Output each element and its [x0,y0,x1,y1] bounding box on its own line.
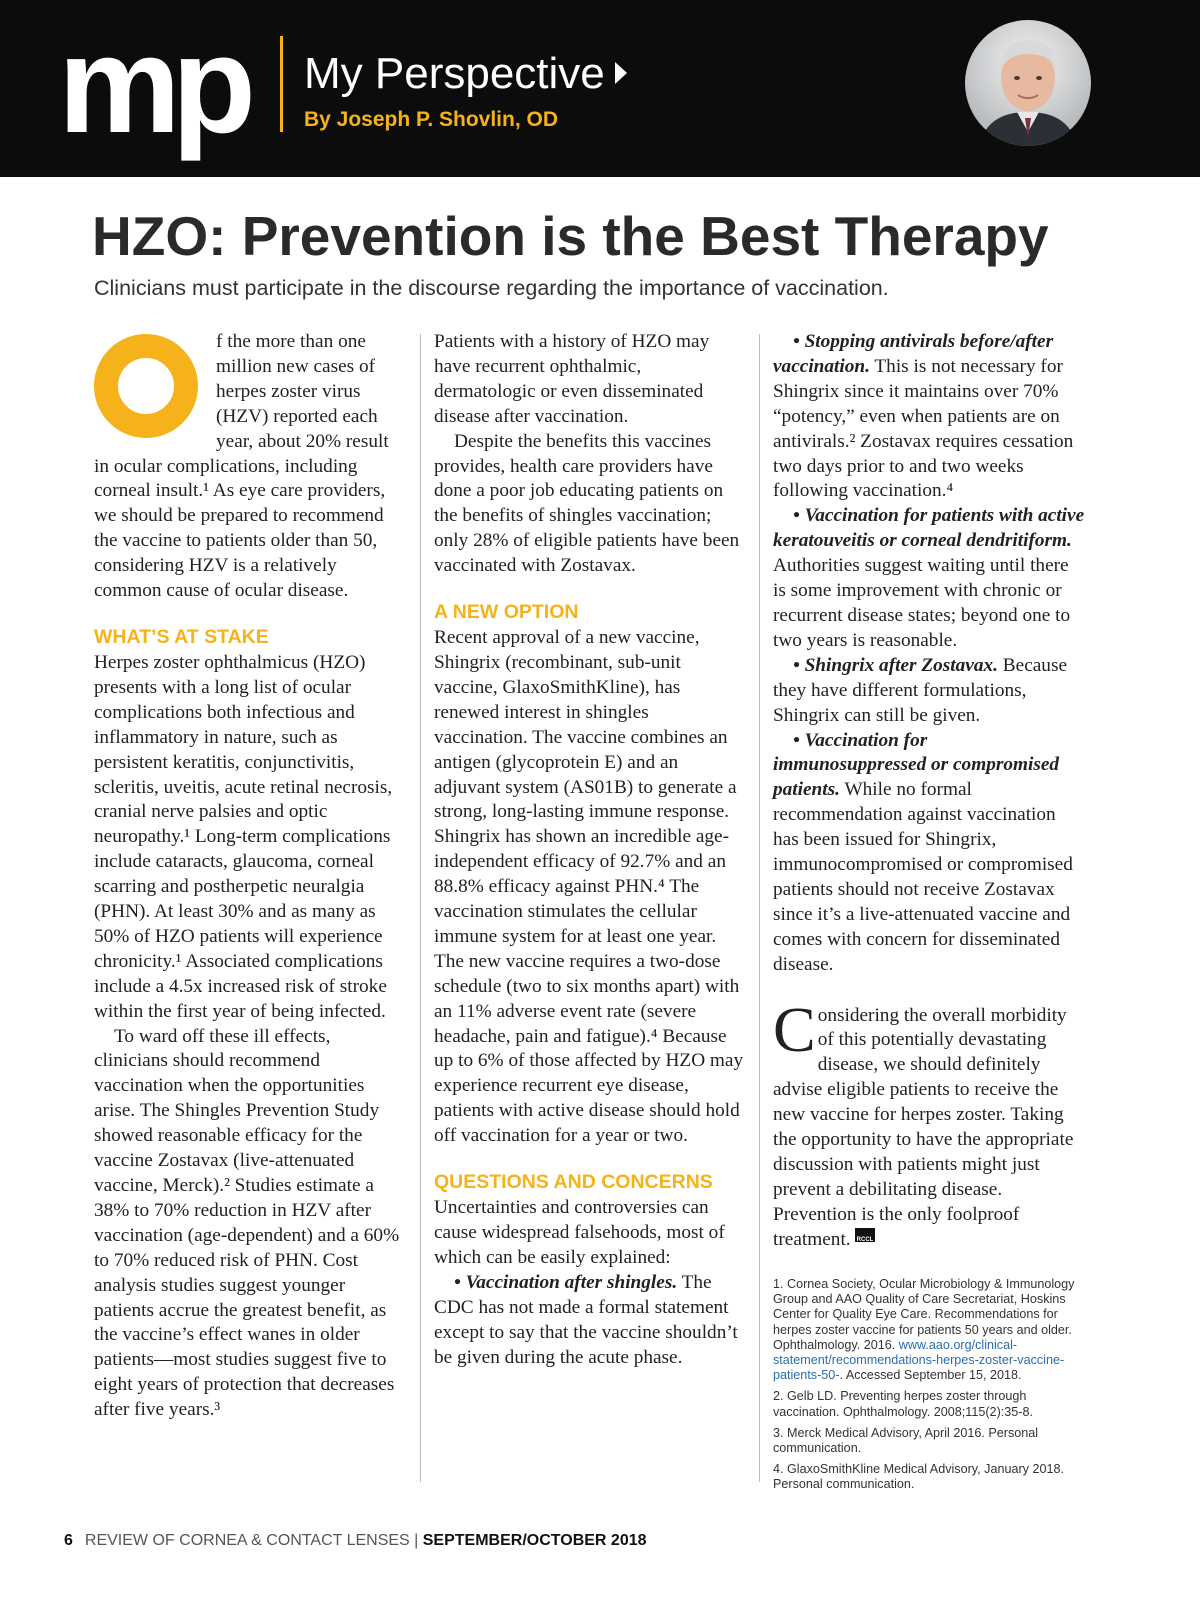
bullet-text: This is not necessary for Shingrix since it maintains over 70% “potency,” even when patients are on antivirals.² Zostavax requires cessation two days prior to and two weeks following vaccination.⁴ [773,355,1074,502]
publication-name: REVIEW OF CORNEA & CONTACT LENSES | [84,1532,423,1549]
column-1 [94,330,406,1423]
header-banner [0,0,1200,177]
bullet-text: Because they have different formulations, Shingrix can still be given. [773,654,1068,726]
reference-text: 1. Cornea Society, Ocular Microbiology & Immunology Group and AAO Quality of Care Secretariat, Hoskins Center for Quality Eye Care. Recommendations for herpes zoster vaccine for patients 50 years and older. Ophthalmology. 2016. [773,1277,1075,1352]
references [773,1277,1089,1499]
paragraph: Despite the benefits this vaccines provides, health care providers have done a poor job educating patients on the benefits of shingles vaccination; only 28% of eligible patients have been vaccinated with Zostavax. [434,430,740,577]
paragraph: Herpes zoster ophthalmicus (HZO) presents with a long list of ocular complications both infectious and inflammatory in nature, such as persistent keratitis, conjunctivitis, scleritis, uveitis, acute retinal necrosis, cranial nerve palsies and optic neuropathy.¹ Long-term complications include cataracts, glaucoma, corneal scarring and postherpetic neuralgia (PHN). At least 30% and as many as 50% of HZO patients will experience chronicity.¹ Associated complications include a 4.5x increased risk of stroke within the first year of being infected. [94,651,393,1022]
column-divider [759,334,760,1482]
byline: By Joseph P. Shovlin, OD [304,108,559,131]
column-2 [434,330,746,1370]
section-title [304,49,627,98]
author-portrait [965,20,1091,146]
reference-item [773,1277,1089,1383]
play-arrow-icon [615,62,627,84]
bullet-title: • Vaccination for immunosuppressed or compromised patients. [773,729,1060,801]
header-divider [280,36,283,132]
paragraph: Uncertainties and controversies can cause widespread falsehoods, most of which can be easily explained: [434,1197,725,1268]
bullet-title: • Vaccination for patients with active keratouveitis or corneal dendritiform. [773,505,1085,552]
closing-text: onsidering the overall morbidity of this potentially devastating disease, we should definitely advise eligible patients to receive the new vaccine for herpes zoster. Taking the opportunity to have the appropriate discussion with patients might just prevent a debilitating disease. Prevention is the only foolproof treatment. [773,1004,1074,1250]
heading-questions-and-concerns: QUESTIONS AND CONCERNS [434,1171,713,1194]
reference-item: 4. GlaxoSmithKline Medical Advisory, January 2018. Personal communication. [773,1462,1064,1492]
reference-item: 2. Gelb LD. Preventing herpes zoster through vaccination. Ophthalmology. 2008;115(2):35-8. [773,1389,1033,1419]
bullet-title: • Stopping antivirals before/after vaccination. [773,331,1054,377]
reference-item: 3. Merck Medical Advisory, April 2016. Personal communication. [773,1425,1039,1456]
bullet-item [773,654,1085,729]
heading-new-option: A NEW OPTION [434,601,579,624]
bullet-title: • Vaccination after shingles. [454,1271,678,1293]
issue-date: SEPTEMBER/OCTOBER 2018 [422,1532,647,1549]
paragraph: Recent approval of a new vaccine, Shingrix (recombinant, sub-unit vaccine, GlaxoSmithKline), has renewed interest in shingles vaccination. The vaccine combines an antigen (glycoprotein E) and an adjuvant system (AS01B) to generate a strong, long-lasting immune response. Shingrix has shown an incredible age-independent efficacy of 92.7% and an 88.8% efficacy against PHN.⁴ The vaccination stimulates the cellular immune system for at least one year. The new vaccine requires a two-dose schedule (two to six months apart) with an 11% adverse event rate (severe headache, pain and fatigue).⁴ Because up to 6% of those affected by HZO may experience recurrent eye disease, patients with active disease should hold off vaccination for a year or two. [434,627,744,1147]
bullet-item [773,729,1085,978]
spacer [773,978,1085,1004]
column-3 [773,330,1085,1253]
bullet-text: Authorities suggest waiting until there is some improvement with chronic or recurrent disease states; beyond one to two years is reasonable. [773,555,1071,651]
mp-logo: mp [58,8,247,162]
intro-paragraph: f the more than one million new cases of herpes zoster virus (HZV) reported each year, about 20% result in ocular complications, including corneal insult.¹ As eye care providers, we should be prepared to recommend the vaccine to patients older than 50, considering HZV is a relatively common cause of ocular disease. [94,331,389,602]
paragraph: Patients with a history of HZO may have recurrent ophthalmic, dermatologic or even disseminated disease after vaccination. [434,331,710,427]
reference-text: . Accessed September 15, 2018. [839,1368,1022,1383]
article-deck: Clinicians must participate in the discourse regarding the importance of vaccination. [94,276,889,300]
bullet-item [773,330,1085,504]
reference-link[interactable]: www.aao.org/clinical-statement/recommendations-herpes-zoster-vaccine-patients-50- [773,1337,1065,1383]
drop-cap-o [94,334,198,438]
bullet-text: The CDC has not made a formal statement except to say that the vaccine shouldn’t be given during the acute phase. [434,1271,738,1368]
drop-cap-c: C [773,993,816,1065]
heading-whats-at-stake: WHAT’S AT STAKE [94,625,269,648]
page-footer [64,1532,647,1550]
bullet-item [773,504,1085,653]
bullet-text: While no formal recommendation against vaccination has been issued for Shingrix, immunocompromised or compromised patients should not receive Zostavax since it’s a live-attenuated vaccine and comes with concern for disseminated disease. [773,779,1073,975]
column-divider [420,334,421,1482]
article-title: HZO: Prevention is the Best Therapy [92,205,1049,267]
portrait-illustration [965,20,1091,146]
page-number: 6 [64,1532,73,1549]
section-title-text: My Perspective [304,49,605,98]
end-mark-icon [855,1228,875,1242]
bullet-item [434,1271,746,1371]
end-mark-label: RCCL [856,1236,873,1243]
paragraph: To ward off these ill effects, clinicians should recommend vaccination when the opportunities arise. The Shingles Prevention Study showed reasonable efficacy for the vaccine Zostavax (live-attenuated vaccine, Merck).² Studies estimate a 38% to 70% reduction in HZV after vaccination (age-dependent) and a 60% to 70% reduced risk of PHN. Cost analysis studies suggest younger patients accrue the greatest benefit, as the vaccine’s effect wanes in older patients—most studies suggest five to eight years of protection that decreases after five years.³ [94,1025,400,1421]
closing-paragraph [773,993,1085,1253]
bullet-title: • Shingrix after Zostavax. [793,654,998,676]
